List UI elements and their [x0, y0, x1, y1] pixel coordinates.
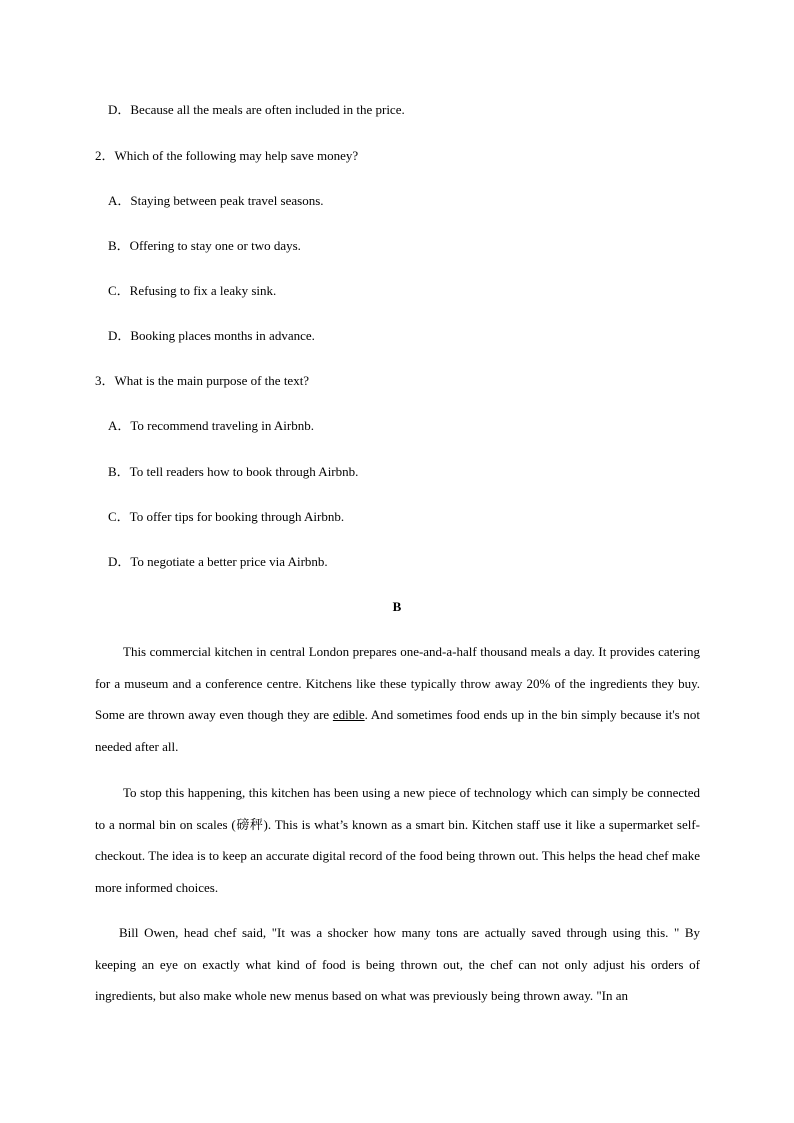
section-b-paragraph-2: To stop this happening, this kitchen has been using a new piece of technology which can simply be connected to a normal bin on scales (磅秤). This is what’s known as a smart bin. Kitchen staff use it like a supermarket self-checkout. The idea is to keep an accurate digital record of the food being thrown out. This helps the head chef make more informed choices.	[95, 785, 700, 895]
paragraph-1-text-end: . And sometimes food ends up in the bin simply because it's not needed after all.	[95, 707, 700, 754]
question-2: 2．Which of the following may help save money?	[95, 148, 359, 163]
question-3: 3．What is the main purpose of the text?	[95, 373, 310, 388]
question-2-option-d: D．Booking places months in advance.	[108, 328, 315, 343]
question-1-option-d: D．Because all the meals are often included in the price.	[108, 102, 405, 117]
question-2-option-a: A．Staying between peak travel seasons.	[108, 193, 324, 208]
question-3-option-a: A．To recommend traveling in Airbnb.	[108, 418, 314, 433]
question-2-option-c: C．Refusing to fix a leaky sink.	[108, 283, 277, 298]
question-3-option-d: D．To negotiate a better price via Airbnb.	[108, 554, 328, 569]
section-b-paragraph-1	[95, 636, 700, 762]
question-3-option-c: C．To offer tips for booking through Airbnb.	[108, 509, 345, 524]
question-2-option-b: B．Offering to stay one or two days.	[108, 238, 301, 253]
section-b-paragraph-3: Bill Owen, head chef said, "It was a shocker how many tons are actually saved through using this. " By keeping an eye on exactly what kind of food is being thrown out, the chef can not only adjust his orders of ingredients, but also make whole new menus based on what was previously being thrown away. "In an	[95, 925, 700, 1003]
question-3-option-b: B．To tell readers how to book through Airbnb.	[108, 464, 359, 479]
underlined-word-edible: edible	[332, 707, 365, 722]
section-b-title: B	[392, 599, 402, 614]
paragraph-1-text-start: This commercial kitchen in central London prepares one-and-a-half thousand meals a day. It provides catering for a museum and a conference centre. Kitchens like these typically throw away 20% of the ingredients they buy. Some are thrown away even though they are	[95, 644, 700, 722]
